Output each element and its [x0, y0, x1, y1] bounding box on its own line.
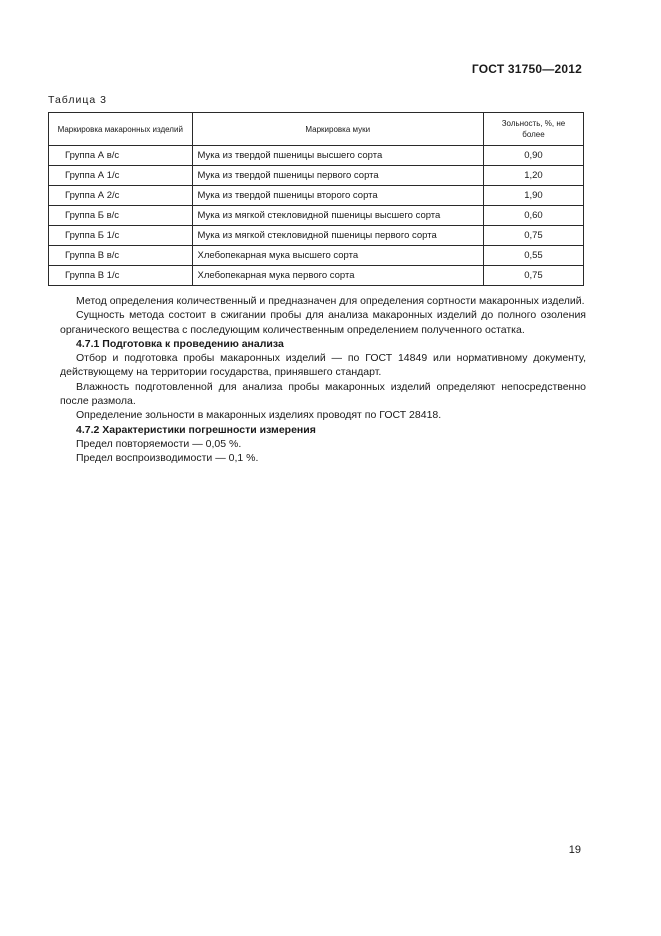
cell-ash-content: 0,75 — [483, 226, 583, 246]
section-body — [60, 294, 586, 466]
cell-flour-mark: Мука из твердой пшеницы высшего сорта — [192, 146, 483, 166]
cell-product-mark: Группа А 1/с — [49, 166, 193, 186]
cell-product-mark: Группа В 1/с — [49, 266, 193, 286]
cell-ash-content: 1,90 — [483, 186, 583, 206]
cell-flour-mark: Хлебопекарная мука высшего сорта — [192, 246, 483, 266]
cell-flour-mark: Мука из мягкой стекловидной пшеницы первого сорта — [192, 226, 483, 246]
cell-product-mark: Группа А 2/с — [49, 186, 193, 206]
table-row — [49, 186, 584, 206]
cell-flour-mark: Хлебопекарная мука первого сорта — [192, 266, 483, 286]
cell-flour-mark: Мука из твердой пшеницы второго сорта — [192, 186, 483, 206]
paragraph-moisture: Влажность подготовленной для анализа пробы макаронных изделий определяют непосредственно после размола. — [60, 380, 586, 408]
subsection-heading-error: 4.7.2 Характеристики погрешности измерения — [76, 423, 316, 436]
cell-product-mark: Группа А в/с — [49, 146, 193, 166]
page-number: 19 — [568, 844, 581, 856]
cell-ash-content: 1,20 — [483, 166, 583, 186]
cell-product-mark: Группа Б 1/с — [49, 226, 193, 246]
paragraph-method-essence: Сущность метода состоит в сжигании пробы для анализа макаронных изделий до полного озоления органического вещества с последующим количественным определением полученного остатка. — [60, 309, 586, 336]
table-row — [49, 166, 584, 186]
table-caption: Таблица 3 — [48, 94, 107, 106]
document-id: ГОСТ 31750—2012 — [471, 62, 582, 76]
subsection-heading-preparation: 4.7.1 Подготовка к проведению анализа — [76, 337, 284, 350]
table-row — [49, 266, 584, 286]
column-header-ash-content: Зольность, %, не более — [483, 113, 583, 146]
column-header-flour-mark: Маркировка муки — [192, 113, 483, 146]
table-row — [49, 206, 584, 226]
paragraph-sampling: Отбор и подготовка пробы макаронных изделий — по ГОСТ 14849 или нормативному документу, действующему на территории государства, принявшего стандарт. — [60, 352, 586, 379]
paragraph-reproducibility: Предел воспроизводимости — 0,1 %. — [76, 452, 259, 465]
cell-product-mark: Группа В в/с — [49, 246, 193, 266]
cell-ash-content: 0,60 — [483, 206, 583, 226]
cell-ash-content: 0,90 — [483, 146, 583, 166]
cell-flour-mark: Мука из твердой пшеницы первого сорта — [192, 166, 483, 186]
paragraph-ash-determination: Определение зольности в макаронных изделиях проводят по ГОСТ 28418. — [76, 409, 442, 422]
cell-flour-mark: Мука из мягкой стекловидной пшеницы высшего сорта — [192, 206, 483, 226]
paragraph-method-purpose: Метод определения количественный и предназначен для определения сортности макаронных изделий. — [76, 295, 585, 307]
cell-product-mark: Группа Б в/с — [49, 206, 193, 226]
table-header-row — [49, 113, 584, 146]
paragraph-repeatability: Предел повторяемости — 0,05 %. — [76, 437, 242, 450]
table-row — [49, 246, 584, 266]
table-row — [49, 226, 584, 246]
cell-ash-content: 0,75 — [483, 266, 583, 286]
ash-content-table — [48, 112, 584, 286]
column-header-product-mark: Маркировка макаронных изделий — [49, 113, 193, 146]
table-row — [49, 146, 584, 166]
cell-ash-content: 0,55 — [483, 246, 583, 266]
